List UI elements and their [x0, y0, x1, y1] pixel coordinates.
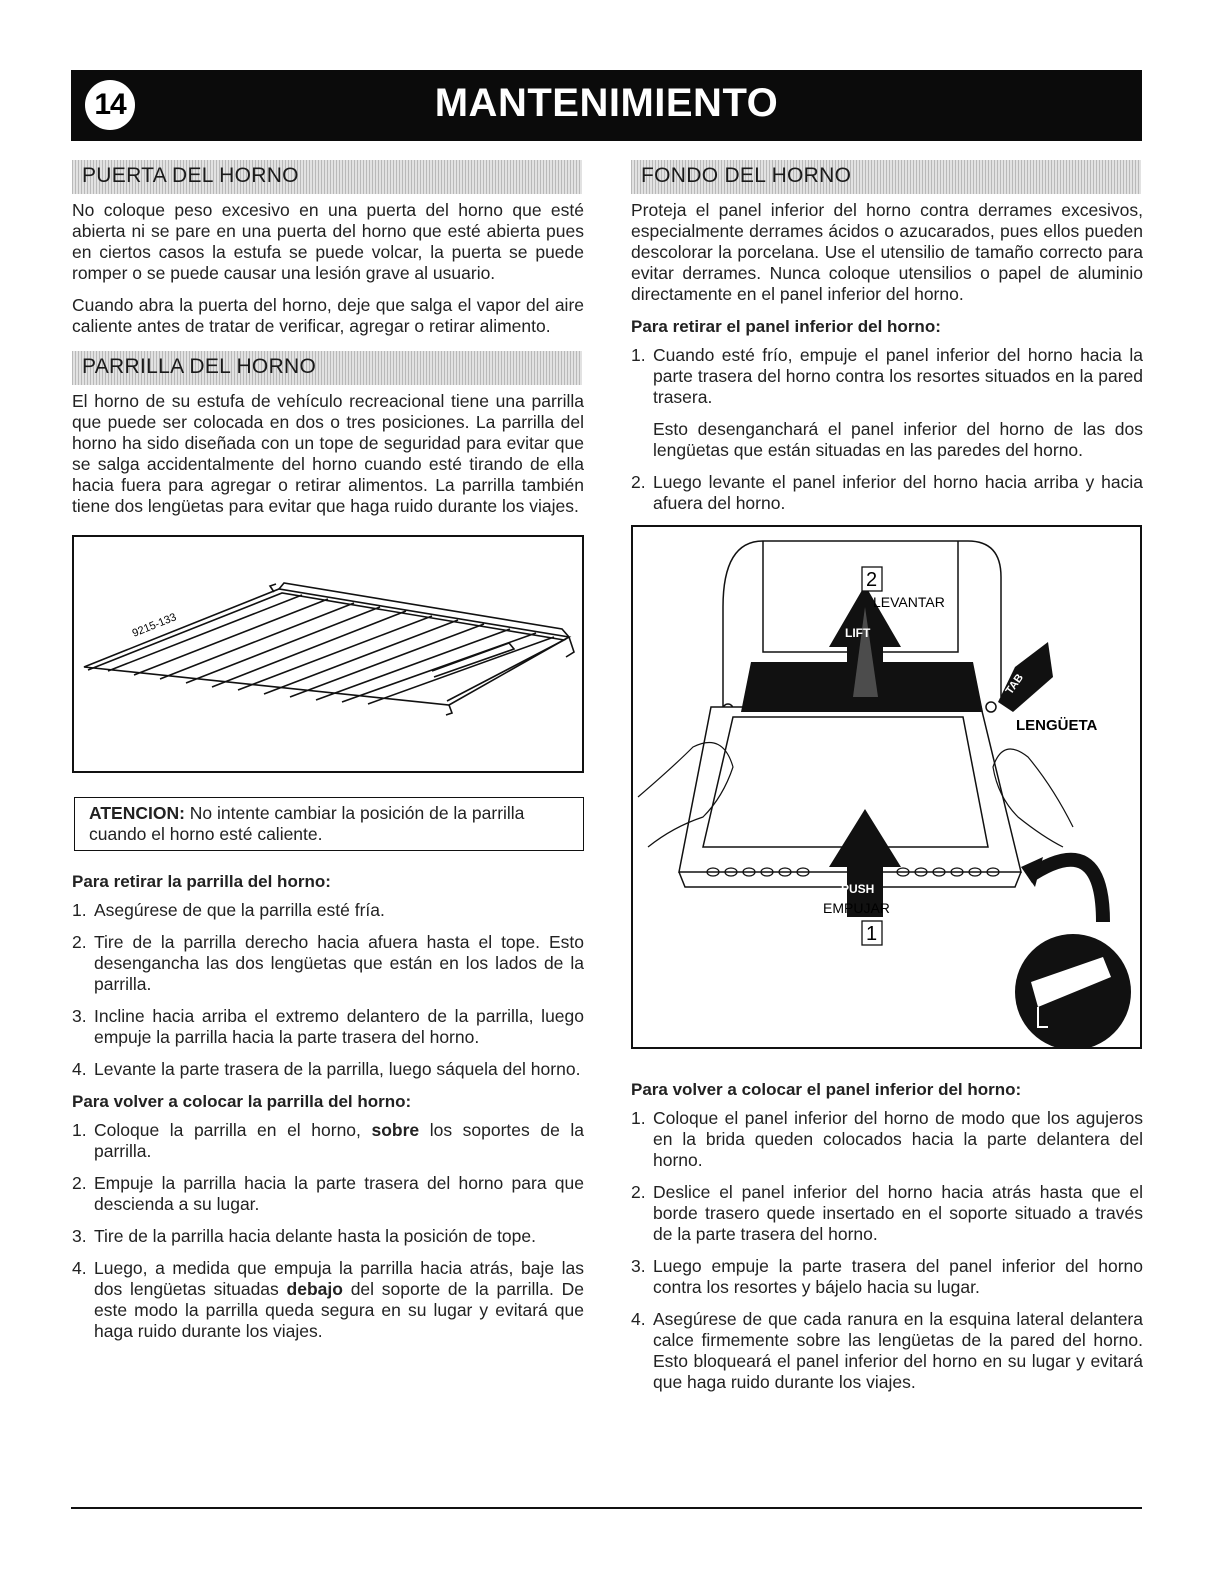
volver-parrilla-heading: Para volver a colocar la parrilla del horno: — [72, 1092, 412, 1111]
lengueta-label: LENGÜETA — [1016, 717, 1098, 734]
oven-bottom-figure — [631, 525, 1142, 1049]
left-column — [72, 160, 584, 1353]
rack-figure — [72, 535, 584, 773]
list-item: 3. Tire de la parrilla hacia delante hasta la posición de tope. — [72, 1226, 536, 1246]
section-heading-fondo: FONDO DEL HORNO — [631, 160, 1141, 194]
step-1-number: 1 — [866, 923, 878, 945]
volver-panel-list — [631, 1108, 1143, 1393]
fondo-paragraph: Proteja el panel inferior del horno contra derrames excesivos, especialmente derrames ácidos o azucarados, pues ellos pueden descolorar la porcelana. Use el utensilio de tamaño correcto para evitar derrames. Nunca coloque utensilios o papel de aluminio directamente en el panel inferior del horno. — [631, 200, 1143, 304]
step-2-number: 2 — [866, 569, 878, 591]
list-item: 1. Asegúrese de que la parrilla esté fría. — [72, 900, 385, 920]
list-item: 2. Tire de la parrilla derecho hacia afuera hasta el tope. Esto desengancha las dos lengüetas que están en los lados de la parrilla. — [72, 932, 584, 994]
list-item: 1. Coloque la parrilla en el horno, sobre los soportes de la parrilla. — [72, 1120, 584, 1161]
puerta-paragraph-1: No coloque peso excesivo en una puerta del horno que esté abierta ni se pare en una puerta del horno que esté abierta pues en ciertos casos la estufa se puede volcar, la puerta se puede romper o se puede causar una lesión grave al usuario. — [72, 200, 584, 283]
figure-code: 9215-133 — [130, 611, 179, 640]
section-heading-parrilla: PARRILLA DEL HORNO — [72, 351, 582, 385]
list-item: 2. Luego levante el panel inferior del horno hacia arriba y hacia afuera del horno. — [631, 472, 1143, 513]
list-item: 1. Cuando esté frío, empuje el panel inferior del horno hacia la parte trasera del horno contra los resortes situados en la pared trasera. Esto desenganchará el panel inferior del horno de las dos lengüetas que están situadas en las paredes del horno. — [631, 345, 1143, 460]
atencion-text: No intente cambiar la posición de la parrilla cuando el horno esté caliente. — [89, 803, 525, 844]
lift-label: LIFT — [845, 626, 871, 640]
page-title: MANTENIMIENTO — [434, 81, 779, 125]
volver-panel-heading: Para volver a colocar el panel inferior del horno: — [631, 1080, 1022, 1099]
page-header — [71, 70, 1142, 141]
list-item: 4. Luego, a medida que empuja la parrilla hacia atrás, baje las dos lengüetas situadas debajo del soporte de la parrilla. De este modo la parrilla queda segura en su lugar y evitará que haga ruido durante los viajes. — [72, 1258, 584, 1341]
parrilla-paragraph: El horno de su estufa de vehículo recreacional tiene una parrilla que puede ser colocada en dos o tres posiciones. La parrilla del horno ha sido diseñada con un tope de seguridad para evitar que se salga accidentalmente del horno cuando esté tirando de ella hacia fuera para agregar o retirar alimentos. La parrilla también tiene dos lengüetas para evitar que haga ruido durante los viajes. — [72, 391, 584, 516]
list-item: 3. Incline hacia arriba el extremo delantero de la parrilla, luego empuje la parrilla hacia la parte trasera del horno. — [72, 1006, 584, 1047]
right-column — [631, 160, 1143, 1404]
atencion-box — [74, 797, 584, 851]
retirar-panel-heading: Para retirar el panel inferior del horno: — [631, 317, 941, 336]
puerta-paragraph-2: Cuando abra la puerta del horno, deje que salga el vapor del aire caliente antes de tratar de verificar, agregar o retirar alimento. — [72, 295, 584, 336]
oven-rack-illustration — [74, 537, 582, 771]
list-item: 2. Empuje la parrilla hacia la parte trasera del horno para que descienda a su lugar. — [72, 1173, 584, 1214]
list-item: 2. Deslice el panel inferior del horno hacia atrás hasta que el borde trasero quede insertado en el soporte situado a través de la parte trasera del horno. — [631, 1182, 1143, 1244]
list-item: 3. Luego empuje la parte trasera del panel inferior del horno contra los resortes y bájelo hacia su lugar. — [631, 1256, 1143, 1297]
section-heading-puerta: PUERTA DEL HORNO — [72, 160, 582, 194]
retirar-panel-list — [631, 345, 1143, 514]
bottom-divider — [71, 1507, 1142, 1509]
retirar-parrilla-list — [72, 900, 584, 1080]
volver-parrilla-list — [72, 1120, 584, 1342]
empujar-label: EMPUJAR — [823, 900, 890, 916]
list-item: 4. Levante la parte trasera de la parrilla, luego sáquela del horno. — [72, 1059, 581, 1079]
retirar-parrilla-heading: Para retirar la parrilla del horno: — [72, 872, 331, 891]
tab-label: TAB — [1003, 671, 1026, 697]
list-item: 1. Coloque el panel inferior del horno de modo que los agujeros en la brida queden colocados hacia la parte delantera del horno. — [631, 1108, 1143, 1170]
levantar-label: LEVANTAR — [873, 594, 945, 610]
oven-bottom-illustration — [633, 527, 1140, 1047]
atencion-label: ATENCION: — [89, 803, 185, 823]
push-label: PUSH — [841, 882, 875, 896]
list-item: 4. Asegúrese de que cada ranura en la esquina lateral delantera calce firmemente sobre las lengüetas de la pared del horno. Esto bloqueará el panel inferior del horno en su lugar y evitará que haga ruido durante los viajes. — [631, 1309, 1143, 1392]
page-number-badge: 14 — [85, 80, 135, 130]
